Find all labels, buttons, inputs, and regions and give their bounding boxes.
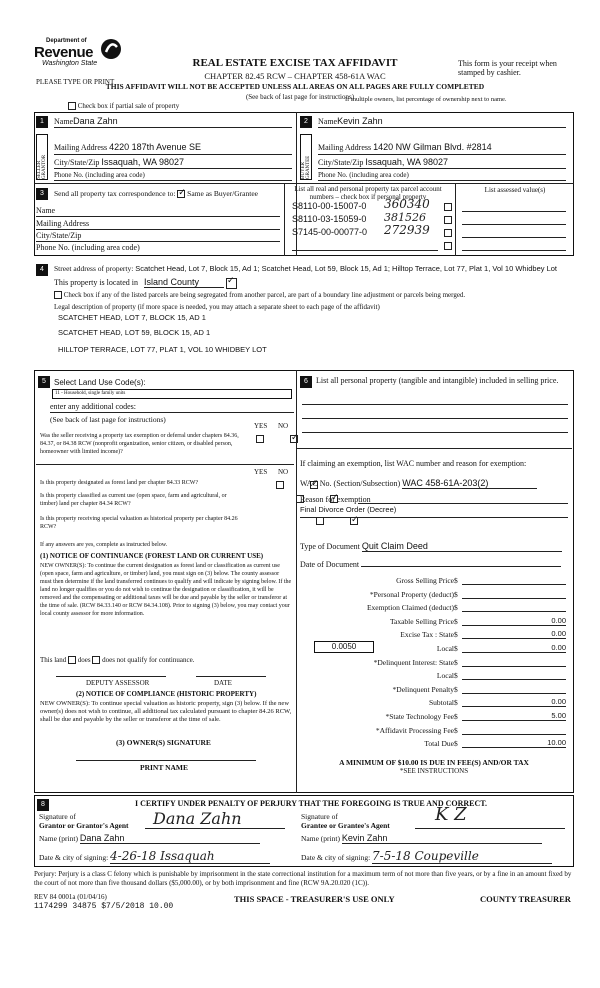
same-as-buyer-checkbox[interactable] — [177, 190, 185, 198]
correspondence-section — [34, 184, 284, 256]
dollar-sign: $ — [454, 698, 458, 708]
q-forest: Is this property designated as forest land per chapter 84.33 RCW? — [40, 480, 199, 486]
does-checkbox[interactable] — [68, 656, 76, 664]
tax-row — [298, 602, 570, 616]
legal-line[interactable]: SCATCHET HEAD, LOT 59, BLOCK 15, AD 1 — [58, 328, 211, 337]
treasurer-space: THIS SPACE - TREASURER'S USE ONLY — [234, 894, 395, 904]
yes-header-2: YES — [254, 468, 268, 476]
grantor-sig-label1: Signature of — [39, 812, 76, 821]
parcel-header: List all real and personal property tax parcel account numbers – check box if personal property — [294, 185, 442, 201]
tax-row-value[interactable] — [462, 589, 566, 599]
dollar-sign: $ — [454, 643, 458, 653]
no-header-2: NO — [278, 468, 289, 476]
personal-property-checkbox[interactable] — [444, 203, 452, 211]
perjury-note: Perjury: Perjury is a class C felony which is punishable by imprisonment in the state correctional institution for a maximum term of not more than five years, or by a fine in an amount fixed by the court of not more than five thousand dollars ($5,000.00), or by both imprisonment and fine (RCW 9A.20.020 (1C)). — [34, 870, 572, 887]
if-yes-note: If any answers are yes, complete as instructed below. — [40, 542, 168, 548]
section-num-6: 6 — [300, 376, 312, 388]
section-num-3: 3 — [36, 188, 48, 200]
parcel-value[interactable]: 272939 — [384, 223, 430, 237]
buyer-city-label: City/State/Zip — [318, 158, 364, 167]
minimum-note: A MINIMUM OF $10.00 IS DUE IN FEE(S) AND/OR TAX — [339, 758, 529, 767]
legal-line[interactable]: HILLTOP TERRACE, LOT 77, PLAT 1, VOL 10 WHIDBEY LOT — [58, 345, 267, 354]
corr-city-label: City/State/Zip — [36, 231, 280, 242]
tax-row-value[interactable] — [462, 684, 566, 694]
see-instructions: *SEE INSTRUCTIONS — [399, 767, 469, 775]
no-header: NO — [278, 422, 289, 430]
notice-compliance-title: (2) NOTICE OF COMPLIANCE (HISTORIC PROPERTY) — [76, 690, 257, 698]
tax-row — [298, 738, 570, 752]
multiple-owners-note: If multiple owners, list percentage of ownership next to name. — [345, 96, 507, 103]
seller-section — [34, 112, 296, 184]
assessed-header: List assessed value(s) — [484, 186, 546, 194]
doc-date-field[interactable] — [361, 559, 561, 567]
corr-name-label: Name — [36, 206, 280, 217]
dollar-sign: $ — [454, 684, 458, 694]
parcel-number[interactable]: S8110-00-15007-0 — [292, 201, 367, 211]
tax-row-value[interactable] — [462, 725, 566, 735]
parcel-value[interactable]: 360340 — [384, 197, 430, 211]
q-exemption: Was the seller receiving a property tax exemption or deferral under chapters 84.36, 84.37, or 84.38 RCW (nonprofit organization, senior citizen, or disabled person, homeowner with limited income)? — [40, 433, 239, 455]
tax-row — [298, 616, 570, 630]
yes-header: YES — [254, 422, 268, 430]
parcel-divider — [284, 184, 285, 256]
does-label: does — [77, 656, 91, 664]
tax-row-label: Local — [436, 643, 454, 653]
does-not-checkbox[interactable] — [92, 656, 100, 664]
additional-codes-label: enter any additional codes: — [50, 402, 136, 411]
grantor-sig-label2: Grantor or Grantor's Agent — [39, 821, 129, 830]
personal-property-checkbox[interactable] — [444, 216, 452, 224]
tax-row — [298, 670, 570, 684]
tax-row-value[interactable] — [462, 670, 566, 680]
grantee-signature[interactable]: K Z — [435, 804, 467, 825]
seller-side-label: SELLER GRANTOR — [37, 154, 47, 179]
corr-addr-label: Mailing Address — [36, 219, 280, 230]
buyer-city[interactable]: Issaquah, WA 98027 — [365, 157, 449, 167]
doc-type[interactable]: Quit Claim Deed — [362, 541, 562, 552]
tax-row-label: Excise Tax : State — [400, 630, 454, 640]
personal-property-checkbox[interactable] — [444, 229, 452, 237]
deputy-assessor-label: DEPUTY ASSESSOR — [86, 679, 150, 687]
tax-table — [298, 575, 570, 752]
tax-row-value[interactable] — [462, 575, 566, 585]
parcel-row — [290, 240, 570, 253]
tax-row — [298, 657, 570, 671]
receipt-note: This form is your receipt when stamped by cashier. — [458, 59, 557, 77]
seller-addr-label: Mailing Address — [54, 143, 108, 152]
form-instructions: (See back of last page for instructions) — [245, 93, 355, 101]
grantee-name-label: Name (print) — [301, 834, 340, 843]
tax-row-label: *Affidavit Processing Fee — [375, 725, 454, 735]
dollar-sign: $ — [454, 725, 458, 735]
grantor-signature[interactable]: Dana Zahn — [153, 809, 242, 828]
same-as-buyer-label: Same as Buyer/Grantee — [187, 189, 258, 198]
this-land-label: This land — [40, 656, 67, 664]
reason-label: Reason for exemption — [300, 495, 371, 504]
q-current-use: Is this property classified as current use (open space, farm and agricultural, or timber) land per chapter 84.34 RCW? — [40, 493, 227, 507]
buyer-address[interactable]: 1420 NW Gilman Blvd. #2814 — [373, 142, 492, 152]
tax-row — [298, 684, 570, 698]
tax-row-value[interactable]: 0.00 — [462, 697, 566, 707]
street-address[interactable]: Scatchet Head, Lot 7, Block 15, Ad 1; Scatchet Head, Lot 59, Block 15, Ad 1; Hilltop Terrace, Lot 77, Plat 1, Vol 10 Whidbey Lot — [135, 264, 558, 273]
parcel-row — [290, 211, 570, 227]
legal-line[interactable]: SCATCHET HEAD, LOT 7, BLOCK 15, AD 1 — [58, 313, 206, 322]
local-rate-box[interactable]: 0.0050 — [314, 641, 374, 653]
q-historic: Is this property receiving special valuation as historical property per chapter 84.26 RCW? — [40, 516, 238, 530]
signature-section — [34, 795, 574, 867]
tax-row-label: Taxable Selling Price — [389, 616, 454, 626]
parcel-number[interactable]: S7145-00-00077-0 — [292, 227, 368, 237]
tax-row-label: Total Due — [424, 739, 454, 749]
partial-sale: Check box if partial sale of property — [68, 102, 179, 110]
dollar-sign: $ — [454, 657, 458, 667]
tax-row-label: *Delinquent Penalty — [392, 684, 454, 694]
wac-number[interactable]: WAC 458-61A-203(2) — [402, 478, 537, 489]
seller-name[interactable]: Dana Zahn — [73, 116, 118, 126]
grantee-sig-label2: Grantee or Grantee's Agent — [301, 821, 390, 830]
dor-logo: Department of Revenue Washington State — [34, 38, 124, 72]
does-not-label: does not qualify for continuance. — [102, 656, 195, 664]
buyer-phone-label: Phone No. (including area code) — [318, 171, 566, 181]
notice-continuance-title: (1) NOTICE OF CONTINUANCE (FOREST LAND OR CURRENT USE) — [40, 552, 264, 560]
tax-row-value[interactable]: 10.00 — [462, 738, 566, 748]
treasurer-stamp: 1174299 34875 $7/5/2018 10.00 — [34, 902, 174, 911]
section-num-4: 4 — [36, 264, 48, 276]
print-name-label: PRINT NAME — [140, 763, 188, 772]
section-num-2: 2 — [300, 116, 312, 128]
section-num-1: 1 — [36, 116, 48, 128]
buyer-name[interactable]: Kevin Zahn — [337, 116, 383, 126]
buyer-name-label: Name — [318, 117, 338, 126]
tax-row-label: *Personal Property (deduct) — [369, 589, 454, 599]
tax-row — [298, 575, 570, 589]
seller-name-label: Name — [54, 117, 74, 126]
county-treasurer: COUNTY TREASURER — [480, 894, 571, 904]
land-use-section — [36, 372, 294, 792]
grantee-print-name[interactable]: Kevin Zahn — [342, 833, 542, 844]
segregated-checkbox[interactable] — [54, 291, 62, 299]
grantor-name-label: Name (print) — [39, 834, 78, 843]
tax-row-label: Subtotal — [428, 698, 454, 708]
tax-row-value[interactable]: 0.00 — [462, 629, 566, 639]
dollar-sign: $ — [454, 589, 458, 599]
parcel-number[interactable]: S8110-03-15059-0 — [292, 214, 367, 224]
tax-row — [298, 697, 570, 711]
buyer-addr-label: Mailing Address — [318, 143, 372, 152]
tax-row-label: *State Technology Fee — [385, 711, 454, 721]
grantor-date-label: Date & city of signing: — [39, 853, 109, 862]
legal-label: Legal description of property (if more space is needed, you may attach a separate sheet to each page of the affidavit) — [54, 303, 380, 311]
tax-row-value[interactable]: 5.00 — [462, 711, 566, 721]
tax-row-value[interactable] — [462, 602, 566, 612]
property-section — [34, 260, 574, 365]
notice-continuance-body: NEW OWNER(S): To continue the current designation as forest land or classification as current use (open space, farm and agriculture, or timber) land, you must sign on (3) below. The county assessor must then determine if the land transferred continues to qualify and will indicate by signing below. If the land no longer qualifies or you do not wish to continue the designation or classification, it will be removed and the compensating or additional taxes will be due and payable by the seller or transferor at the time of sale. (RCW 84.33.140 or RCW 84.34.108). Prior to signing (3) below, you may contact your local county assessor for more information. — [40, 563, 292, 617]
parcel-row — [290, 197, 570, 214]
seller-phone-label: Phone No. (including area code) — [54, 171, 292, 181]
form-title: REAL ESTATE EXCISE TAX AFFIDAVIT — [192, 57, 398, 69]
grantee-sig-label1: Signature of — [301, 812, 338, 821]
grantee-date-label: Date & city of signing: — [301, 853, 371, 862]
q1-no-checkbox[interactable] — [290, 435, 298, 443]
tax-row-value[interactable] — [462, 657, 566, 667]
grantor-date-city[interactable]: 4-26-18 Issaquah — [110, 849, 270, 864]
dollar-sign: $ — [454, 739, 458, 749]
certify-statement: I CERTIFY UNDER PENALTY OF PERJURY THAT THE FOREGOING IS TRUE AND CORRECT. — [135, 799, 488, 808]
land-use-code-select[interactable]: 11 - Household, single family units — [52, 389, 292, 399]
tax-row-label: Exemption Claimed (deduct) — [366, 603, 454, 613]
parcel-row — [290, 223, 570, 240]
located-label: This property is located in — [54, 278, 138, 287]
land-use-label: Select Land Use Code(s): — [54, 378, 146, 387]
street-label: Street address of property: — [54, 264, 134, 273]
personal-property-label: List all personal property (tangible and intangible) included in selling price. — [316, 376, 559, 385]
send-correspondence-label: Send all property tax correspondence to: — [54, 189, 176, 198]
form-warning: THIS AFFIDAVIT WILL NOT BE ACCEPTED UNLESS ALL AREAS ON ALL PAGES ARE FULLY COMPLETED — [105, 82, 485, 91]
grantee-date-city[interactable]: 7-5-18 Coupeville — [372, 849, 552, 864]
dollar-sign: $ — [454, 630, 458, 640]
section-num-5: 5 — [38, 376, 50, 388]
tax-row — [298, 589, 570, 603]
tax-row-value[interactable]: 0.00 — [462, 616, 566, 626]
q1-yes-checkbox[interactable] — [256, 435, 264, 443]
owner-signature-label: (3) OWNER(S) SIGNATURE — [116, 738, 211, 747]
doc-type-label: Type of Document — [300, 542, 360, 551]
tax-row — [298, 711, 570, 725]
tax-row — [298, 643, 570, 657]
parcel-list — [290, 197, 570, 253]
dollar-sign: $ — [454, 603, 458, 613]
parcel-value[interactable]: 381526 — [384, 211, 426, 224]
dollar-sign: $ — [454, 711, 458, 721]
exemption-reason[interactable]: Final Divorce Order (Decree) — [300, 505, 397, 514]
form-number: REV 84 0001a (01/04/16) — [34, 893, 107, 901]
personal-property-checkbox[interactable] — [444, 242, 452, 250]
tax-row — [298, 725, 570, 739]
wac-label: WAC No. (Section/Subsection) — [300, 479, 401, 488]
corr-phone-label: Phone No. (including area code) — [36, 243, 140, 252]
seller-address[interactable]: 4220 187th Avenue SE — [109, 142, 202, 152]
dollar-sign: $ — [454, 616, 458, 626]
see-back-label: (See back of last page for instructions) — [50, 415, 166, 424]
tax-row-value[interactable]: 0.00 — [462, 643, 566, 653]
dollar-sign: $ — [454, 671, 458, 681]
section-num-8: 8 — [37, 799, 49, 811]
seller-city[interactable]: Issaquah, WA 98027 — [101, 157, 185, 167]
q2-yes-checkbox[interactable] — [276, 481, 284, 489]
county-checkbox[interactable] — [226, 278, 237, 289]
doc-date-label: Date of Document — [300, 560, 360, 569]
partial-sale-checkbox[interactable] — [68, 102, 76, 110]
please-type: PLEASE TYPE OR PRINT — [36, 78, 115, 86]
tax-row-label: Local — [436, 671, 454, 681]
grantor-print-name[interactable]: Dana Zahn — [80, 833, 260, 844]
segregated-label: Check box if any of the listed parcels are being segregated from another parcel, are part of a boundary line adjustment or parcels being merged. — [63, 291, 466, 299]
notice-compliance-body: NEW OWNER(S): To continue special valuation as historic property, sign (3) below. If the new owner(s) does not wish to continue, all additional tax calculated pursuant to chapter 84.26 RCW, shall be due and payable by the seller or transferor at the time of sale. — [40, 700, 292, 723]
buyer-section — [296, 112, 574, 184]
logo-swirl-icon — [100, 38, 122, 60]
tax-section — [298, 372, 572, 792]
buyer-side-label: BUYER GRANTEE — [301, 155, 311, 179]
tax-row-label: *Delinquent Interest: State — [373, 657, 454, 667]
form-chapter: CHAPTER 82.45 RCW – CHAPTER 458-61A WAC — [204, 71, 386, 81]
exemption-label: If claiming an exemption, list WAC number and reason for exemption: — [300, 459, 527, 468]
date-label: DATE — [214, 679, 232, 687]
seller-city-label: City/State/Zip — [54, 158, 100, 167]
tax-row-label: Gross Selling Price — [396, 576, 454, 585]
county[interactable]: Island County — [144, 277, 224, 288]
dollar-sign: $ — [454, 576, 458, 585]
